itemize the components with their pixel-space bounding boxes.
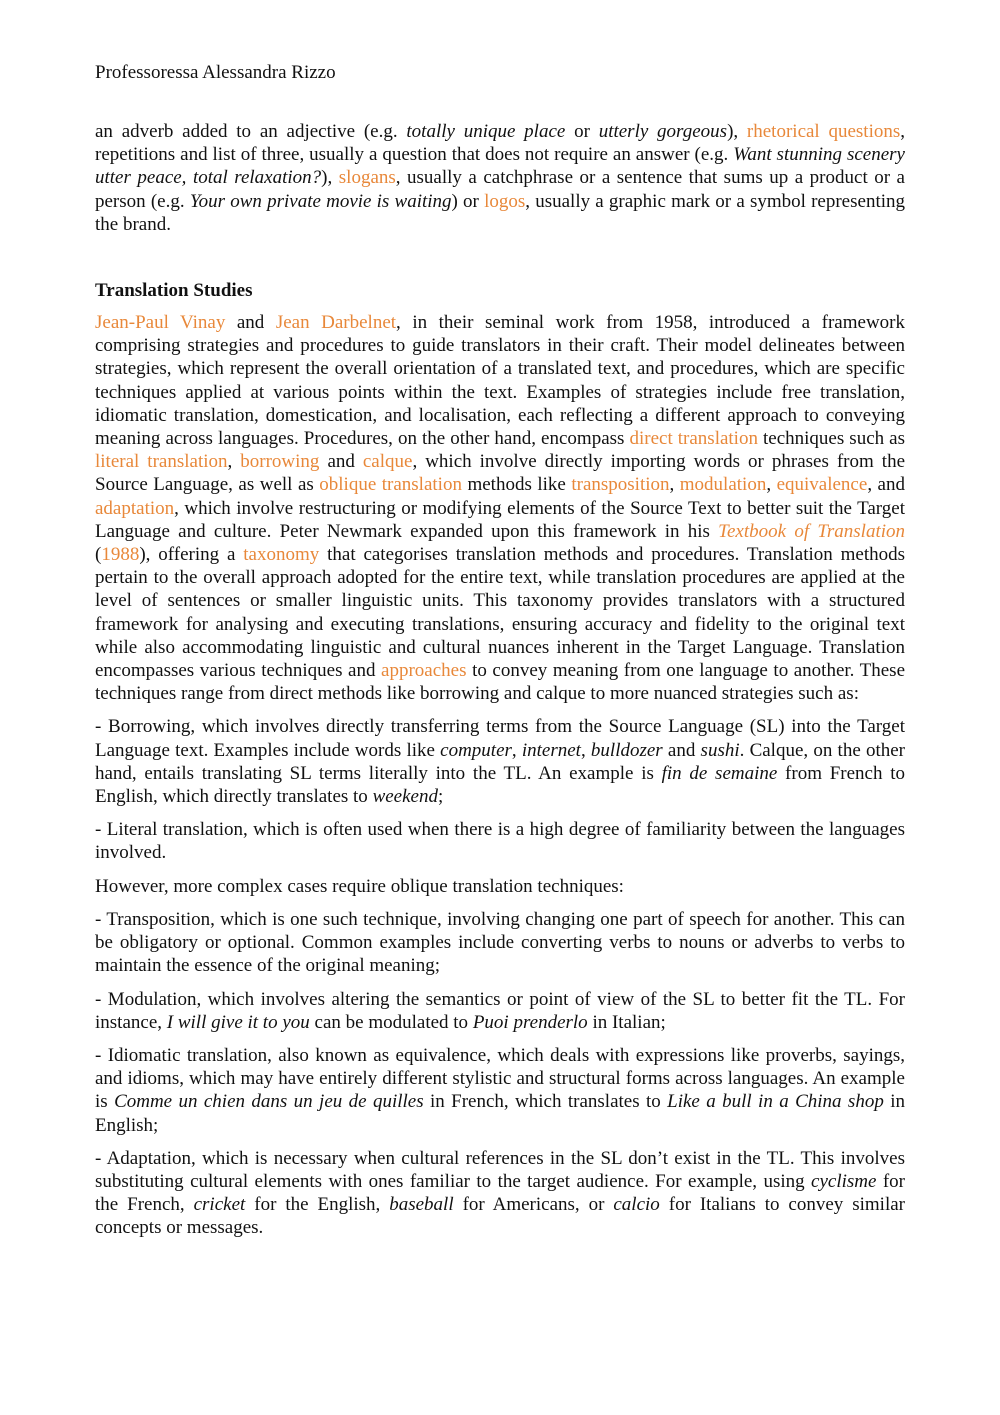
link-jean-darbelnet[interactable]: Jean Darbelnet <box>275 312 397 334</box>
link-logos[interactable]: logos <box>484 190 526 212</box>
link-oblique-translation[interactable]: oblique translation <box>319 474 462 496</box>
however-paragraph: However, more complex cases require oblique translation techniques: <box>95 875 624 897</box>
link-calque[interactable]: calque <box>362 451 413 473</box>
link-equivalence[interactable]: equivalence <box>776 474 868 496</box>
intro-paragraph: an adverb added to an adjective (e.g. totally unique place or utterly gorgeous), rhetorical questions, repetitions and list of three, usually a question that does not require an answer (e.g. Want stunning scenery utter peace, total relaxation?), slogans, usually a catchphrase or a sentence that sums up a product or a person (e.g. Your own private movie is waiting) or logos, usually a graphic mark or a symbol representing the brand. <box>95 121 906 235</box>
link-adaptation[interactable]: adaptation <box>95 497 175 519</box>
modulation-paragraph: - Modulation, which involves altering the semantics or point of view of the SL to better fit the TL. For instance, I will give it to you can be modulated to Puoi prenderlo in Italian; <box>95 988 905 1033</box>
link-approaches[interactable]: approaches <box>381 660 467 682</box>
transposition-paragraph: - Transposition, which is one such technique, involving changing one part of speech for another. This can be obligatory or optional. Common examples include converting verbs to nouns or adverbs to verbs to maintain the essence of the original meaning; <box>95 908 905 977</box>
idiomatic-paragraph: - Idiomatic translation, also known as equivalence, which deals with expressions like proverbs, sayings, and idioms, which may have entirely different stylistic and structural forms across languages. An example is Comme un chien dans un jeu de quilles in French, which translates to Like a bull in a China shop in English; <box>95 1044 905 1136</box>
main-paragraph: Jean-Paul Vinay and Jean Darbelnet, in their seminal work from 1958, introduced a framework comprising strategies and procedures to guide translators in their craft. Their model delineates between strategies, which represent the overall orientation of a translated text, and procedures, which are specific techniques applied at various points within the text. Examples of strategies include free translation, idiomatic translation, domestication, and localisation, each reflecting a different approach to conveying meaning across languages. Procedures, on the other hand, encompass direct translation techniques such as literal translation, borrowing and calque, which involve directly importing words or phrases from the Source Language, as well as oblique translation methods like transposition, modulation, equivalence, and adaptation, which involve restructuring or modifying elements of the Source Text to better suit the Target Language and culture. Peter Newmark expanded upon this framework in his Textbook of Translation (1988), offering a taxonomy that categorises translation methods and procedures. Translation methods pertain to the overall approach adopted for the entire text, while translation procedures are applied at the level of sentences or smaller linguistic units. This taxonomy provides translators with a structured framework for analysing and executing translations, ensuring accuracy and fidelity to the original text while also accommodating linguistic and cultural nuances inherent in the Target Language. Translation encompasses various techniques and approaches to convey meaning from one language to another. These techniques range from direct methods like borrowing and calque to more nuanced strategies such as: <box>95 312 906 705</box>
link-taxonomy[interactable]: taxonomy <box>243 544 320 566</box>
adaptation-paragraph: - Adaptation, which is necessary when cultural references in the SL don’t exist in the TL. This involves substituting cultural elements with ones familiar to the target audience. For example, using cyclisme for the French, cricket for the English, baseball for Americans, or calcio for Italians to convey similar concepts or messages. <box>95 1147 905 1239</box>
link-1988[interactable]: 1988 <box>101 544 140 566</box>
link-borrowing[interactable]: borrowing <box>240 451 320 473</box>
borrowing-paragraph: - Borrowing, which involves directly transferring terms from the Source Language (SL) into the Target Language text. Examples include words like computer, internet, bulldozer and sushi. Calque, on the other hand, entails translating SL terms literally into the TL. An example is fin de semaine from French to English, which directly translates to weekend; <box>95 716 905 808</box>
link-modulation[interactable]: modulation <box>679 474 767 496</box>
link-textbook-of-translation[interactable]: Textbook of Translation <box>718 520 906 542</box>
link-transposition[interactable]: transposition <box>571 474 670 496</box>
link-direct-translation[interactable]: direct translation <box>629 428 758 450</box>
document-body <box>95 120 905 1250</box>
link-rhetorical-questions[interactable]: rhetorical questions <box>746 121 901 142</box>
link-literal-translation[interactable]: literal translation <box>95 451 228 473</box>
literal-paragraph: - Literal translation, which is often used when there is a high degree of familiarity between the languages involved. <box>95 819 905 864</box>
page-header-author: Professoressa Alessandra Rizzo <box>95 62 336 83</box>
link-slogans[interactable]: slogans <box>338 167 396 189</box>
section-heading: Translation Studies <box>95 280 253 302</box>
link-jean-paul-vinay[interactable]: Jean-Paul Vinay <box>95 312 226 334</box>
